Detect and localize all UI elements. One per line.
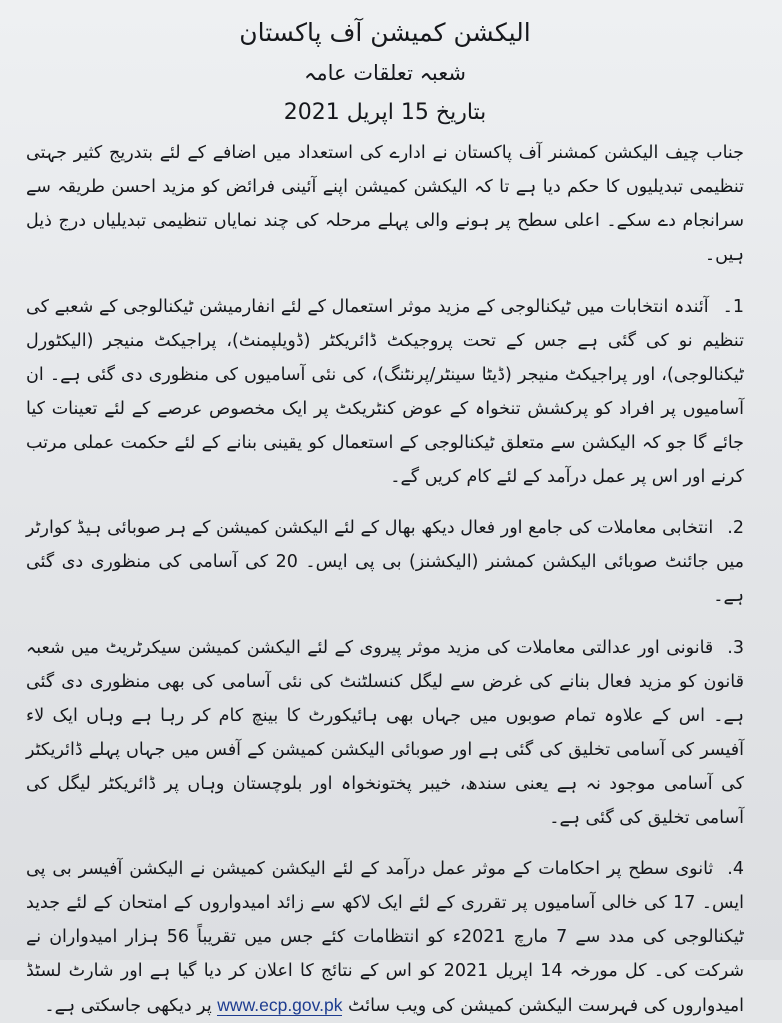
paragraph-number: 2. bbox=[727, 518, 744, 538]
intro-paragraph: جناب چیف الیکشن کمشنر آف پاکستان نے ادارے کی استعداد میں اضافے کے لئے بتدریج کثیر جہتی تنظیمی تبدیلیوں کا حکم دیا ہے تا کہ الیکشن کمیشن اپنے آئینی فرائض کو مزید احسن طریقہ سے سرانجام دے سکے۔ اعلی سطح پر ہونے والی پہلے مرحلہ کی چند نمایاں تنظیمی تبدیلیاں درج ذیل ہیں۔ bbox=[26, 143, 744, 265]
paragraph-text: ثانوی سطح پر احکامات کے موثر عمل درآمد کے لئے الیکشن کمیشن نے الیکشن آفیسر بی پی ایس۔ 17 کی خالی آسامیوں پر تقرری کے لئے ایک لاکھ سے زائد امیدواروں کے امتحان کے لئے جدید ٹیکنالوجی کی مدد سے 7 مارچ 2021ء کو انتظامات کئے جس میں تقریباً 56 ہزار امیدواران نے شرکت کی۔ کل مورخہ 14 اپریل 2021 کو اس کے نتائج کا اعلان کر دیا گیا ہے اور شارٹ لسٹڈ امیدواروں کی فہرست الیکشن کمیشن کی ویب سائٹ bbox=[26, 859, 745, 1016]
release-date: بتاریخ 15 اپریل 2021 bbox=[283, 100, 487, 125]
letterhead bbox=[26, 16, 744, 128]
ecp-website-link[interactable]: www.ecp.gov.pk bbox=[217, 995, 343, 1015]
paragraph-tail: پر دیکھی جاسکتی ہے۔ bbox=[44, 996, 212, 1016]
paragraph-text: آئندہ انتخابات میں ٹیکنالوجی کے مزید موثر استعمال کے لئے انفارمیشن ٹیکنالوجی کے شعبے کی تنظیم نو کی گئی ہے جس کے تحت پروجیکٹ ڈائریکٹر (ڈویلپمنٹ)، پراجیکٹ منیجر (الیکٹورل ٹیکنالوجی)، اور پراجیکٹ منیجر (ڈیٹا سینٹر/پرنٹنگ)، کی نئی آسامیوں کی منظوری دی گئی ہے۔ ان آسامیوں پر افراد کو پرکشش تنخواہ کے عوض کنٹریکٹ پر ایک مخصوص عرصے کے لئے تعینات کیا جائے گا جو کہ الیکشن سے متعلق ٹیکنالوجی کے استعمال کو یقینی بنانے کے لئے حکمت عملی مرتب کرنے اور اس پر عمل درآمد کے لئے کام کریں گے۔ bbox=[26, 296, 744, 487]
department-title: شعبہ تعلقات عامہ bbox=[304, 61, 466, 85]
organization-title: الیکشن کمیشن آف پاکستان bbox=[239, 18, 531, 47]
paragraph-text: انتخابی معاملات کی جامع اور فعال دیکھ بھال کے لئے الیکشن کمیشن کے ہر صوبائی ہیڈ کوارٹر میں جائنٹ صوبائی الیکشن کمشنر (الیکشنز) بی پی ایس۔ 20 کی آسامی کی منظوری دی گئی ہے۔ bbox=[26, 518, 744, 606]
paragraph-4 bbox=[26, 852, 744, 1023]
paragraph-3 bbox=[26, 631, 744, 835]
paragraph-1 bbox=[26, 290, 744, 494]
press-release-body bbox=[26, 136, 744, 1023]
paragraph-number: 1۔ bbox=[722, 296, 744, 317]
paragraph-2 bbox=[26, 511, 744, 613]
paragraph-text: قانونی اور عدالتی معاملات کی مزید موثر پیروی کے لئے الیکشن کمیشن سیکرٹریٹ میں شعبہ قانون کو مزید فعال بنانے کی غرض سے لیگل کنسلٹنٹ کی نئی آسامی کی بھی منظوری دی گئی ہے۔ اس کے علاوہ تمام صوبوں میں جہاں بھی ہائیکورٹ کا بینچ کام کر رہا ہے وہاں ایک لاء آفیسر کی آسامی تخلیق کی گئی ہے اور صوبائی الیکشن کمیشن کے آفس میں جہاں پہلے ڈائریکٹر کی آسامی موجود نہ ہے یعنی سندھ، خیبر پختونخواہ اور بلوچستان وہاں پر ڈائریکٹر لیگل کی آسامی تخلیق کی گئی ہے۔ bbox=[26, 637, 744, 828]
paragraph-number: 3. bbox=[727, 637, 744, 658]
paragraph-number: 4. bbox=[727, 859, 744, 879]
